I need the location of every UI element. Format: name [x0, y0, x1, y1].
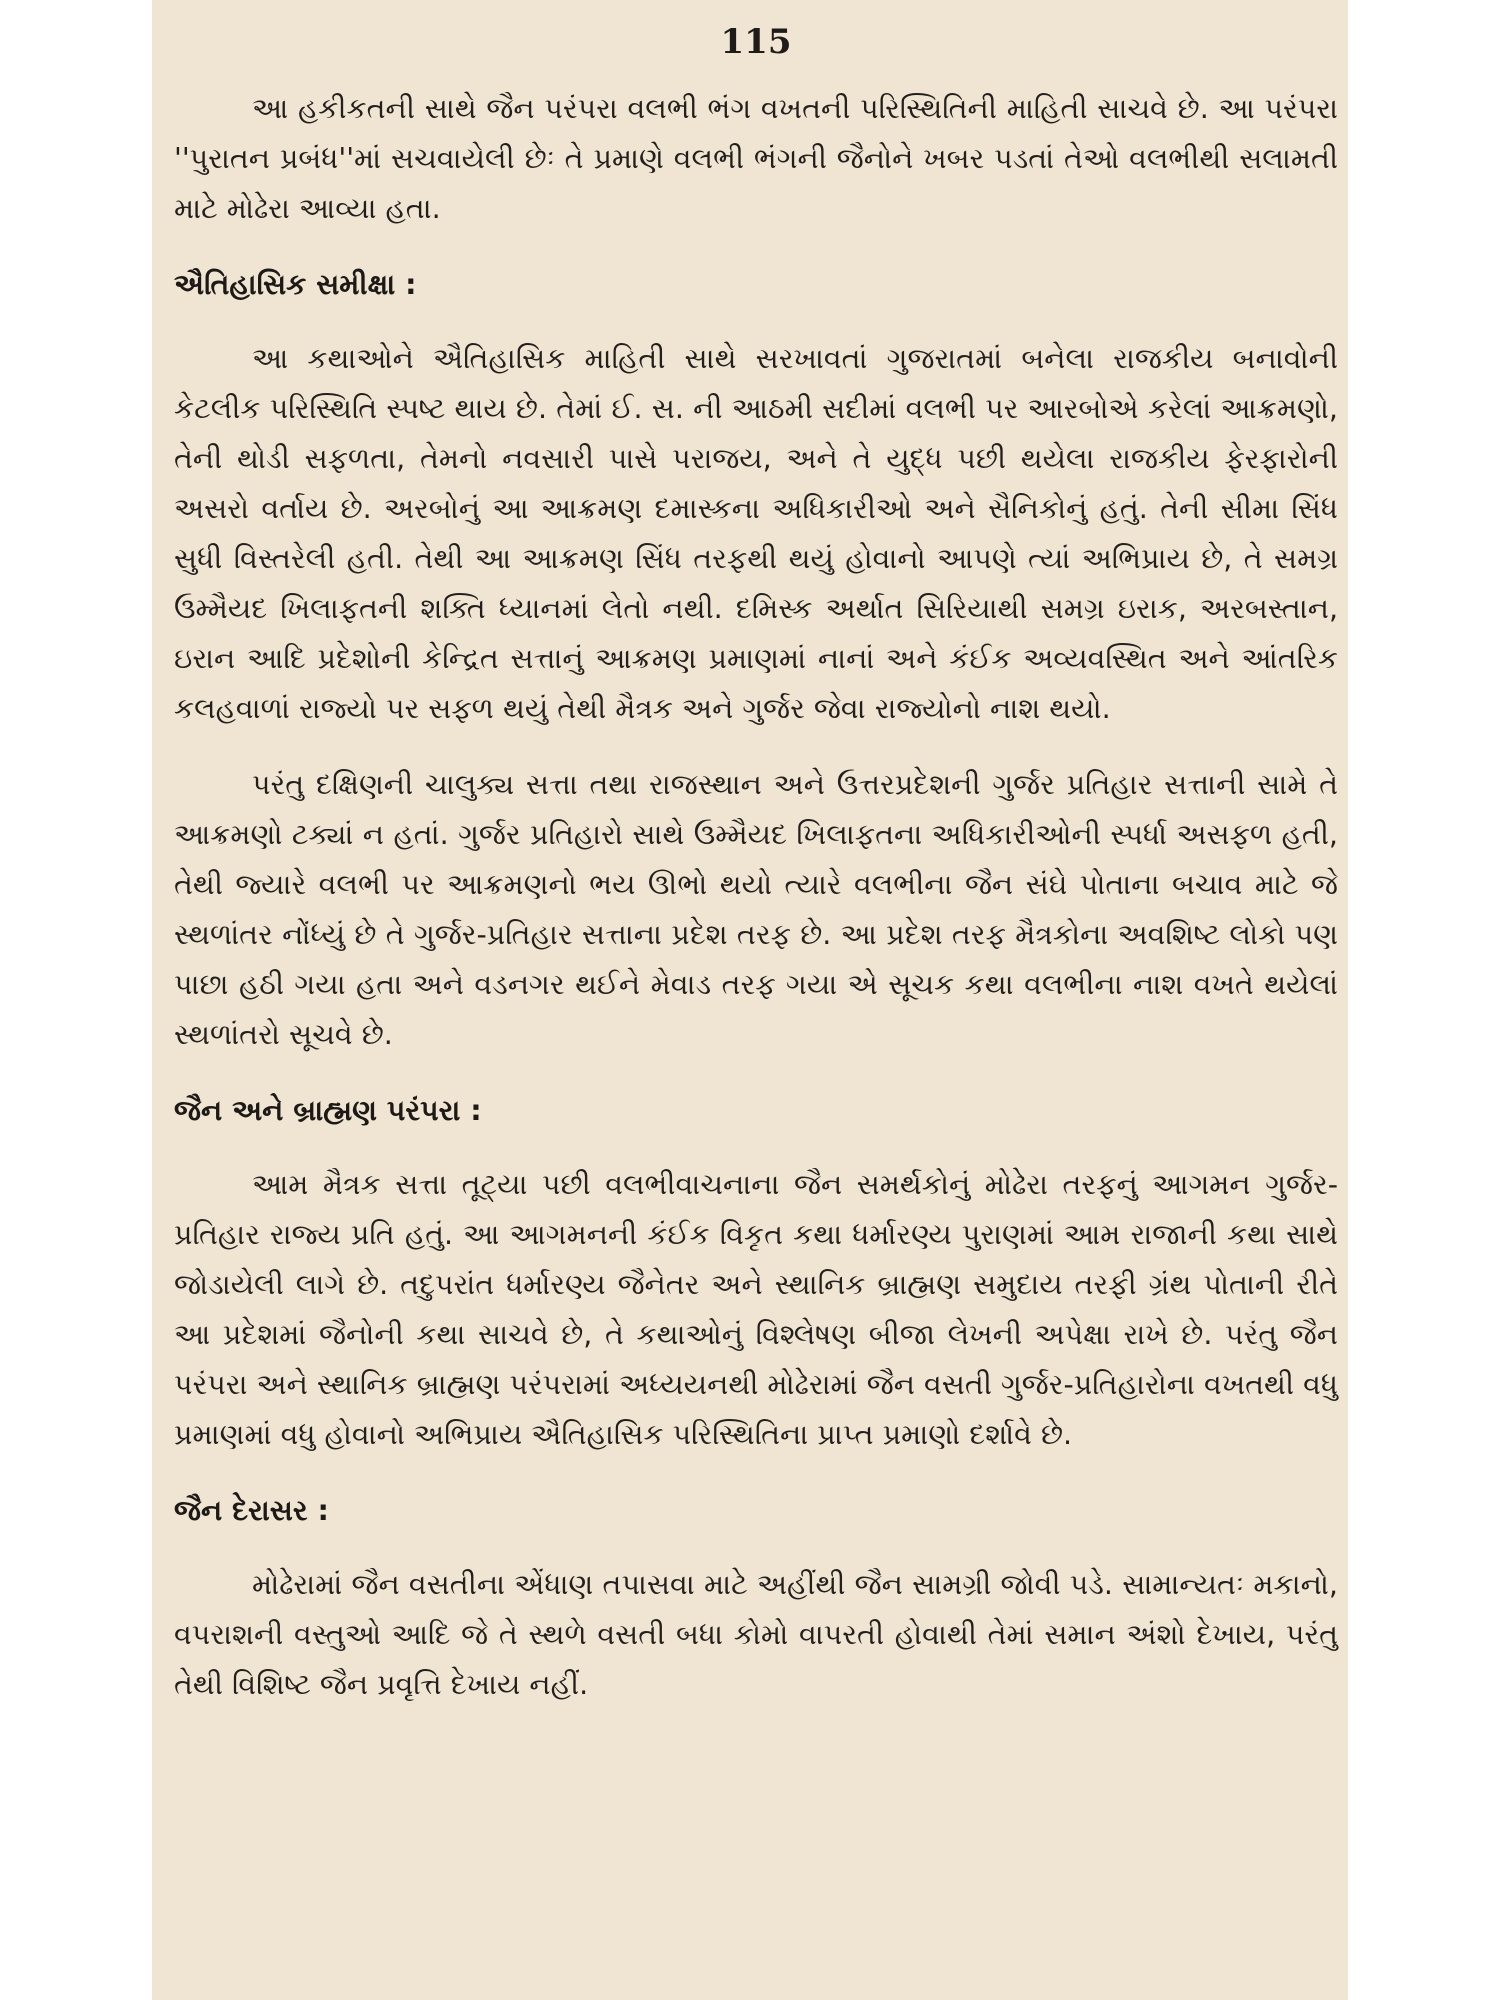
heading-jain-brahmin-tradition: જૈન અને બ્રાહ્મણ પરંપરા : — [174, 1094, 482, 1127]
paragraph-gap — [174, 734, 1338, 760]
page-number: 115 — [720, 22, 792, 62]
paragraph-modhera-arrival: આમ મૈત્રક સત્તા તૂટ્યા પછી વલભીવાચનાના જૈન સમર્થકોનું મોઢેરા તરફનું આગમન ગુર્જર-પ્રતિહાર રાજ્ય પ્રતિ હતું. આ આગમનની કંઈક વિકૃત કથા ધર્મારણ્ય પુરાણમાં આમ રાજાની કથા સાથે જોડાયેલી લાગે છે. તદુપરાંત ધર્મારણ્ય જૈનેતર અને સ્થાનિક બ્રાહ્મણ સમુદાય તરફી ગ્રંથ પોતાની રીતે આ પ્રદેશમાં જૈનોની કથા સાચવે છે, તે કથાઓનું વિશ્લેષણ બીજા લેખની અપેક્ષા રાખે છે. પરંતુ જૈન પરંપરા અને સ્થાનિક બ્રાહ્મણ પરંપરામાં અધ્યયનથી મોઢેરામાં જૈન વસતી ગુર્જર-પ્રતિહારોના વખતથી વધુ પ્રમાણમાં વધુ હોવાનો અભિપ્રાય ઐતિહાસિક પરિસ્થિતિના પ્રાપ્ત પ્રમાણો દર્શાવે છે. — [174, 1168, 1338, 1451]
paragraph-jain-evidence: મોઢેરામાં જૈન વસતીના એંધાણ તપાસવા માટે અહીંથી જૈન સામગ્રી જોવી પડે. સામાન્યતઃ મકાનો, વપરાશની વસ્તુઓ આદિ જે તે સ્થળે વસતી બધા કોમો વાપરતી હોવાથી તેમાં સમાન અંશો દેખાય, પરંતુ તેથી વિશિષ્ટ જૈન પ્રવૃત્તિ દેખાય નહીં. — [174, 1568, 1338, 1701]
book-page — [152, 0, 1348, 2000]
heading-historical-review: ઐતિહાસિક સમીક્ષા : — [174, 268, 417, 301]
paragraph-arab-invasion: આ કથાઓને ઐતિહાસિક માહિતી સાથે સરખાવતાં ગુજરાતમાં બનેલા રાજકીય બનાવોની કેટલીક પરિસ્થિતિ સ્પષ્ટ થાય છે. તેમાં ઈ. સ. ની આઠમી સદીમાં વલભી પર આરબોએ કરેલાં આક્રમણો, તેની થોડી સફળતા, તેમનો નવસારી પાસે પરાજય, અને તે યુદ્ધ પછી થયેલા રાજકીય ફેરફારોની અસરો વર્તાય છે. અરબોનું આ આક્રમણ દમાસ્કના અધિકારીઓ અને સૈનિકોનું હતું. તેની સીમા સિંધ સુધી વિસ્તરેલી હતી. તેથી આ આક્રમણ સિંધ તરફથી થયું હોવાનો આપણે ત્યાં અભિપ્રાય છે, તે સમગ્ર ઉમ્મૈયદ ખિલાફતની શક્તિ ધ્યાનમાં લેતો નથી. દમિસ્ક અર્થાત સિરિયાથી સમગ્ર ઇરાક, અરબસ્તાન, ઇરાન આદિ પ્રદેશોની કેન્દ્રિત સત્તાનું આક્રમણ પ્રમાણમાં નાનાં અને કંઈક અવ્યવસ્થિત અને આંતરિક કલહવાળાં રાજ્યો પર સફળ થયું તેથી મૈત્રક અને ગુર્જર જેવા રાજ્યોનો નાશ થયો. — [174, 342, 1338, 725]
paragraph-jain-tradition: આ હકીકતની સાથે જૈન પરંપરા વલભી ભંગ વખતની પરિસ્થિતિની માહિતી સાચવે છે. આ પરંપરા ''પુરાતન પ્રબંધ''માં સચવાયેલી છેઃ તે પ્રમાણે વલભી ભંગની જૈનોને ખબર પડતાં તેઓ વલભીથી સલામતી માટે મોઢેરા આવ્યા હતા. — [174, 92, 1338, 225]
paragraph-gurjara-pratihara: પરંતુ દક્ષિણની ચાલુક્ય સત્તા તથા રાજસ્થાન અને ઉત્તરપ્રદેશની ગુર્જર પ્રતિહાર સત્તાની સામે તે આક્રમણો ટક્યાં ન હતાં. ગુર્જર પ્રતિહારો સાથે ઉમ્મૈયદ ખિલાફતના અધિકારીઓની સ્પર્ધા અસફળ હતી, તેથી જ્યારે વલભી પર આક્રમણનો ભય ઊભો થયો ત્યારે વલભીના જૈન સંઘે પોતાના બચાવ માટે જે સ્થળાંતર નોંધ્યું છે તે ગુર્જર-પ્રતિહાર સત્તાના પ્રદેશ તરફ છે. આ પ્રદેશ તરફ મૈત્રકોના અવશિષ્ટ લોકો પણ પાછા હઠી ગયા હતા અને વડનગર થઈને મેવાડ તરફ ગયા એ સૂચક કથા વલભીના નાશ વખતે થયેલાં સ્થળાંતરો સૂચવે છે. — [174, 768, 1338, 1051]
heading-jain-temple: જૈન દેરાસર : — [174, 1494, 329, 1527]
